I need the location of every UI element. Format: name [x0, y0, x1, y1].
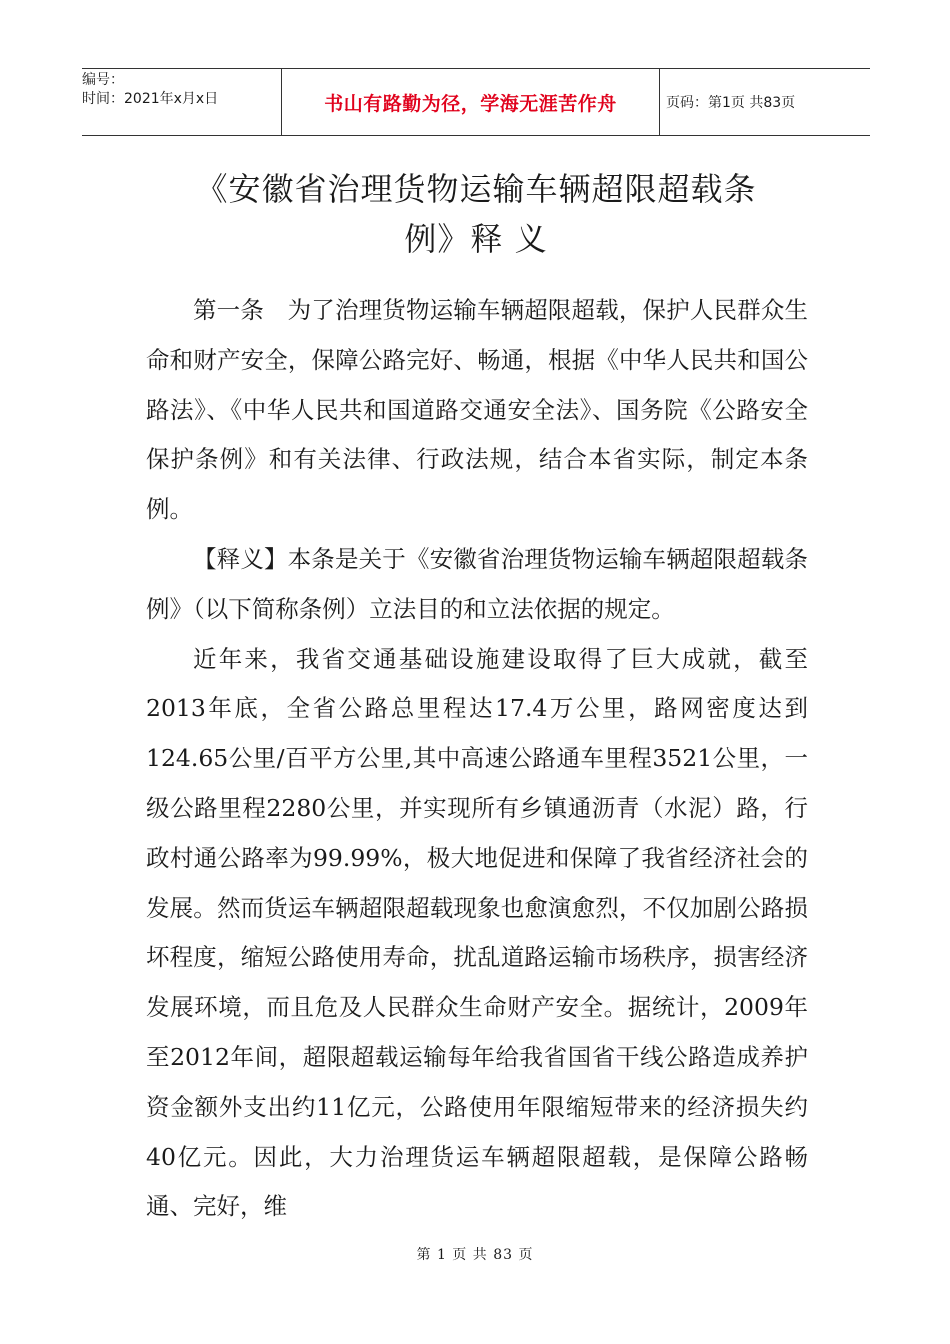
document-body [146, 286, 808, 1232]
header-meta [82, 69, 282, 135]
document-number-label: 编号： [82, 72, 124, 88]
paragraph-background: 近年来，我省交通基础设施建设取得了巨大成就，截至2013年底，全省公路总里程达17.4万公里，路网密度达到124.65公里/百平方公里,其中高速公路通车里程3521公里，一级公路里程2280公里，并实现所有乡镇通沥青（水泥）路，行政村通公路率为99.99%，极大地促进和保障了我省经济社会的发展。然而货运车辆超限超载现象也愈演愈烈，不仅加剧公路损坏程度，缩短公路使用寿命，扰乱道路运输市场秩序，损害经济发展环境，而且危及人民群众生命财产安全。据统计，2009年至2012年间，超限超载运输每年给我省国省干线公路造成养护资金额外支出约11亿元，公路使用年限缩短带来的经济损失约40亿元。因此，大力治理货运车辆超限超载，是保障公路畅通、完好，维 [146, 644, 808, 1221]
motto-text: 书山有路勤为径，学海无涯苦作舟 [324, 92, 617, 115]
paragraph-article-1: 第一条 为了治理货物运输车辆超限超载，保护人民群众生命和财产安全，保障公路完好、畅通，根据《中华人民共和国公路法》、《中华人民共和国道路交通安全法》、国务院《公路安全保护条例》和有关法律、行政法规，结合本省实际，制定本条例。 [146, 296, 808, 524]
page-footer: 第 1 页 共 83 页 [416, 1247, 534, 1263]
header-motto [282, 69, 660, 135]
document-title-line-1: 《安徽省治理货物运输车辆超限超载条 [195, 170, 757, 208]
page-info-text: 页码：第1页 共83页 [666, 95, 796, 111]
document-title-line-2: 例》释 义 [404, 220, 548, 258]
document-time-label: 时间：2021年x月x日 [82, 91, 219, 107]
paragraph-interpretation: 【释义】本条是关于《安徽省治理货物运输车辆超限超载条例》（以下简称条例）立法目的和立法依据的规定。 [146, 544, 808, 623]
header-page-info [660, 69, 870, 135]
page-header [82, 68, 870, 136]
